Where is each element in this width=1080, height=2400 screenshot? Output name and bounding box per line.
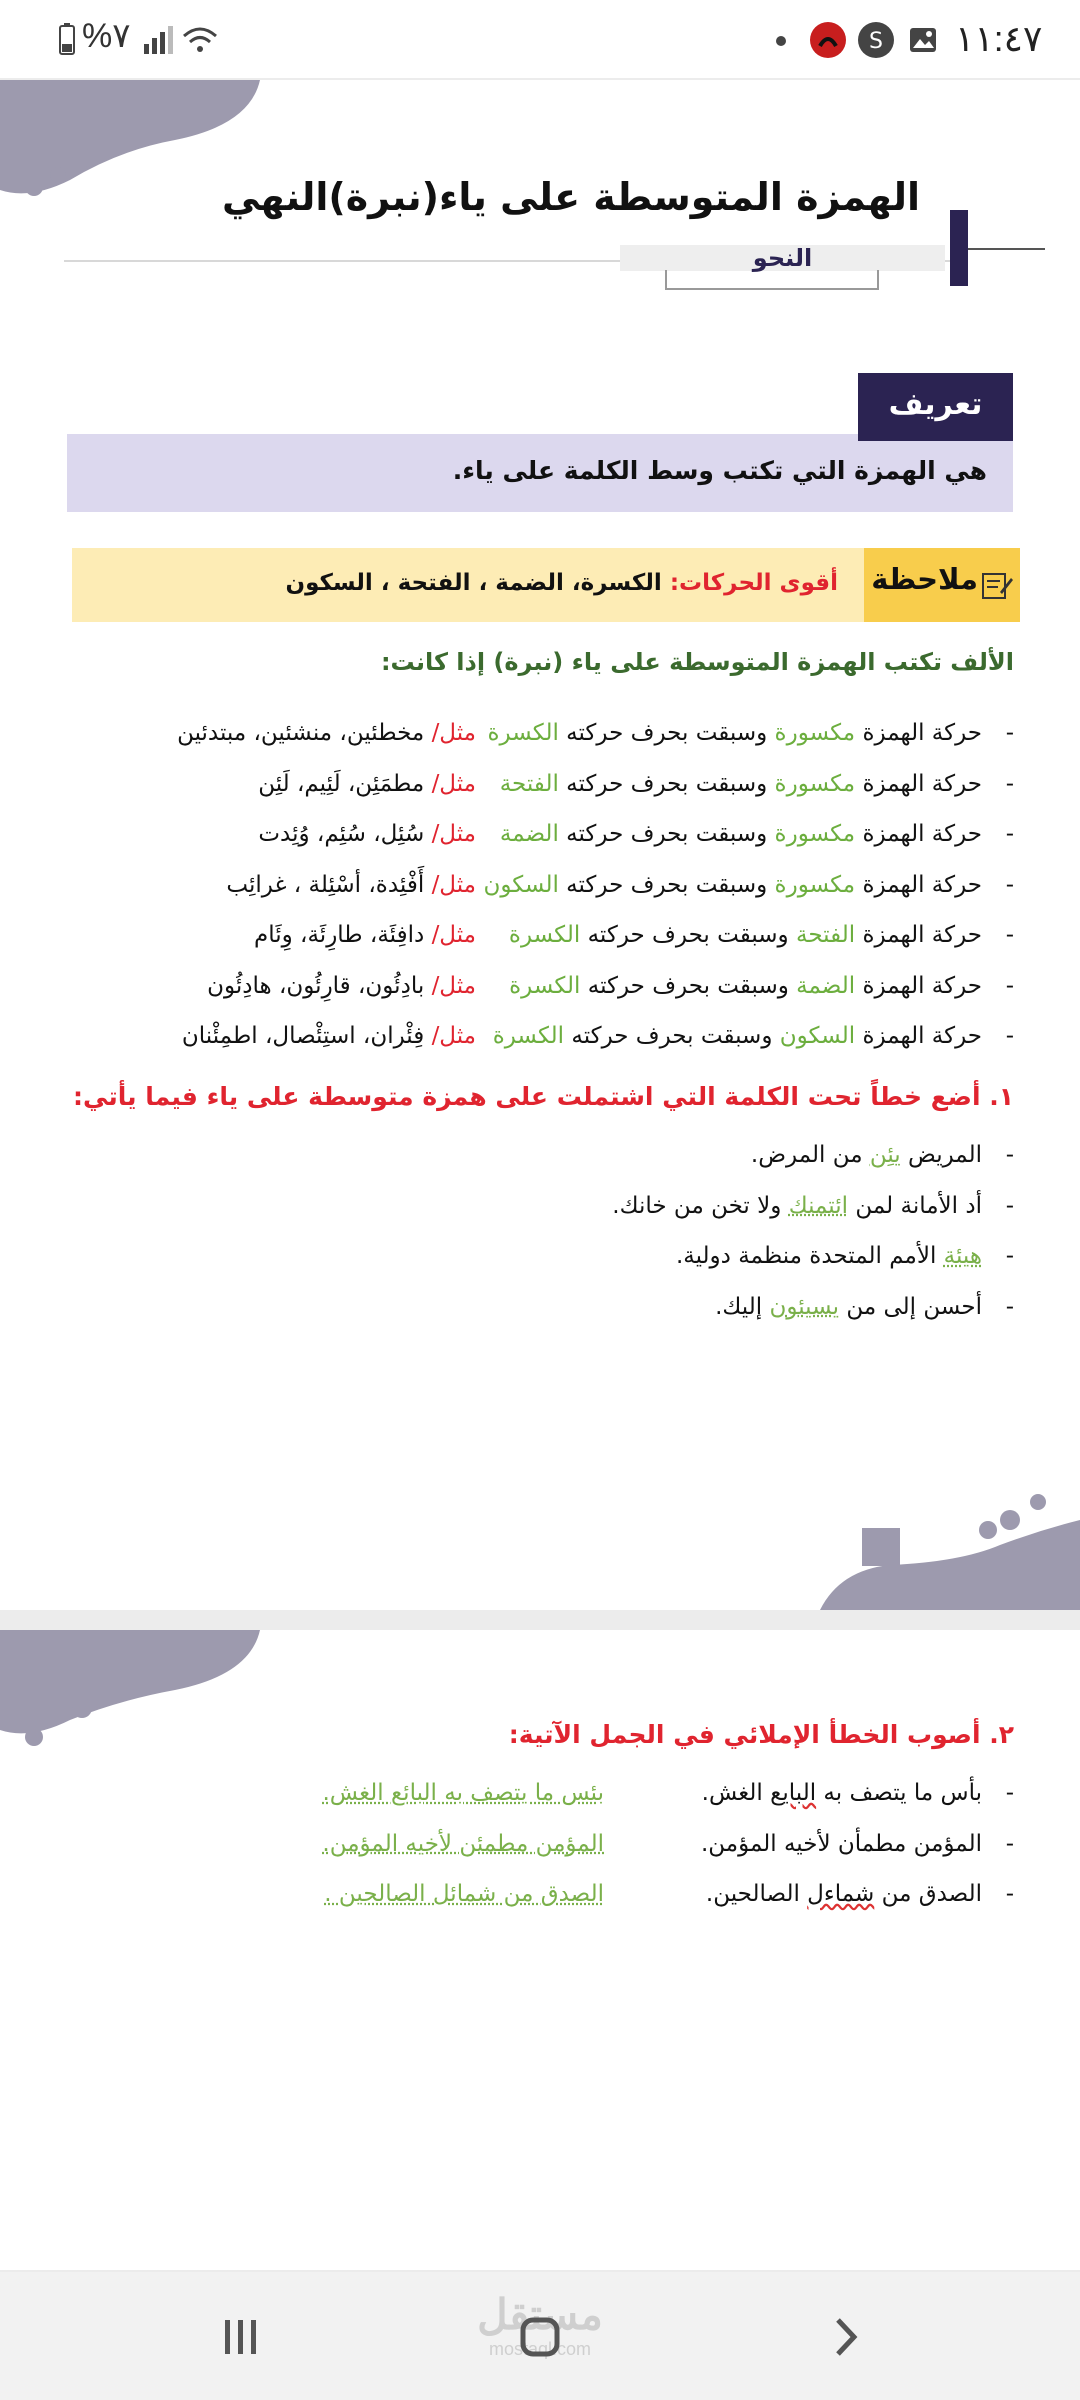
- battery-percent: %٧: [82, 17, 131, 55]
- header-accent-bar: [950, 210, 968, 286]
- example-words: أَفْئِدة، أسْئِلة ، غرائِب: [226, 871, 425, 898]
- definition-text: هي الهمزة التي تكتب وسط الكلمة على ياء.: [452, 456, 987, 485]
- rule-highlight: الضمة: [499, 821, 559, 847]
- rules-intro: الألف تكتب الهمزة المتوسطة على ياء (نبرة) إذا كانت:: [380, 648, 1014, 676]
- rule-item: [64, 973, 1014, 1013]
- bullet: -: [1005, 871, 1014, 898]
- sentence-text: [701, 1831, 982, 1857]
- hamza-word: ائتمنك: [788, 1192, 849, 1219]
- note-label: ملاحظة: [871, 562, 978, 596]
- rule-highlight: الضمة: [796, 972, 856, 999]
- rule-part: حركة الهمزة: [862, 821, 982, 847]
- rule-highlight: الكسرة: [492, 1023, 565, 1049]
- home-button[interactable]: [505, 2302, 575, 2372]
- bullet: -: [1005, 720, 1014, 746]
- rule-highlight: مكسورة: [774, 821, 856, 847]
- sentence-part: الأمم المتحدة منظمة دولية.: [675, 1243, 937, 1269]
- corrected-answer: بئس ما يتصف به البائع الغش.: [322, 1780, 604, 1806]
- sentence-text: [751, 1142, 982, 1168]
- bullet: -: [1005, 972, 1014, 999]
- sentence-text: [706, 1881, 982, 1907]
- document-page-1[interactable]: [0, 80, 1080, 1610]
- bullet: -: [1005, 1243, 1014, 1269]
- sentence-part: إليك.: [715, 1293, 763, 1320]
- rule-highlight: الفتحة: [499, 770, 559, 797]
- corrected-answer: المؤمن مطمئن لأخيه المؤمن.: [322, 1830, 604, 1857]
- rule-item: [64, 720, 1014, 760]
- call-icon: [810, 22, 846, 58]
- clock: ١١:٤٧: [955, 18, 1043, 59]
- back-button[interactable]: [810, 2302, 880, 2372]
- recent-apps-icon: [205, 2302, 275, 2372]
- rule-highlight: مكسورة: [774, 770, 856, 797]
- sentence-part: أد الأمانة لمن: [855, 1192, 982, 1219]
- rule-part: وسبقت بحرف حركته: [571, 1023, 773, 1049]
- rule-part: وسبقت بحرف حركته: [587, 922, 789, 948]
- rule-part: وسبقت بحرف حركته: [566, 871, 768, 898]
- sentence-part: ولا تخن من خانك.: [612, 1192, 782, 1219]
- rule-example: [177, 720, 476, 746]
- sentence-text: [676, 1243, 982, 1269]
- definition-box: [67, 434, 1013, 512]
- corrected-answer: الصدق من شمائل الصالحين .: [324, 1881, 604, 1907]
- status-bar: [0, 0, 1080, 78]
- hamza-word: يئِن: [869, 1142, 901, 1168]
- bullet: -: [1005, 1881, 1014, 1907]
- bullet: -: [1005, 770, 1014, 797]
- example-label: مثل/: [431, 720, 476, 746]
- back-chevron-icon: [810, 2302, 880, 2372]
- example-label: مثل/: [431, 1023, 476, 1049]
- sentence-part: الصدق من: [881, 1881, 982, 1907]
- wifi-icon: [180, 22, 216, 58]
- bullet: -: [1005, 1023, 1014, 1049]
- rule-item: [64, 1023, 1014, 1063]
- gallery-icon: [905, 22, 941, 58]
- corner-blob-bottom-decoration: [810, 1490, 1080, 1610]
- note-box: [72, 548, 1020, 622]
- sentence-item: [64, 1294, 1014, 1334]
- example-label: مثل/: [431, 922, 476, 948]
- rule-item: [64, 771, 1014, 811]
- question-1-title: ١. أضع خطاً تحت الكلمة التي اشتملت على همزة متوسطة على ياء فيما يأتي:: [73, 1082, 1014, 1111]
- sentence-part: أحسن إلى من: [846, 1293, 982, 1320]
- recent-apps-button[interactable]: [205, 2302, 275, 2372]
- subject-underline: [665, 270, 879, 290]
- rule-example: [207, 973, 476, 999]
- correction-item: [64, 1780, 1014, 1820]
- sentence-part: المؤمن مطمأن لأخيه المؤمن.: [700, 1830, 982, 1857]
- rule-part: حركة الهمزة: [862, 720, 982, 746]
- rule-part: وسبقت بحرف حركته: [566, 821, 768, 847]
- sentence-part: المريض: [908, 1142, 982, 1168]
- rule-example: [258, 821, 476, 847]
- rule-example: [182, 1023, 476, 1049]
- example-words: سُئِل، سُئِم، وُئِدت: [258, 821, 425, 847]
- rule-item: [64, 821, 1014, 861]
- hamza-word: هيئة: [943, 1243, 982, 1269]
- sentence-text: [612, 1193, 982, 1219]
- rule-text: [509, 973, 982, 999]
- sentence-text: [715, 1294, 982, 1320]
- corner-blob-top-decoration-2: [0, 1630, 270, 1750]
- sentence-item: [64, 1243, 1014, 1283]
- example-words: بادِئُون، قارِئُون، هادِئُون: [207, 972, 425, 999]
- example-label: مثل/: [431, 821, 476, 847]
- sentence-text: [702, 1780, 982, 1806]
- correction-item: [64, 1881, 1014, 1921]
- misspelled-word: البايع: [770, 1780, 817, 1806]
- note-pencil-icon: [980, 568, 1014, 602]
- rule-part: حركة الهمزة: [862, 1023, 982, 1049]
- sentence-part: الغش.: [701, 1780, 763, 1806]
- signal-icon: [140, 22, 176, 58]
- notification-dot: [776, 36, 786, 46]
- rule-part: وسبقت بحرف حركته: [566, 770, 768, 797]
- note-content: الكسرة، الضمة ، الفتحة ، السكون: [285, 570, 662, 596]
- example-words: فِئْران، استِئْصال، اطمِئْنان: [181, 1023, 425, 1049]
- sentence-part: من المرض.: [750, 1142, 863, 1168]
- bullet: -: [1005, 1780, 1014, 1806]
- rule-item: [64, 872, 1014, 912]
- watermark-en: mostaql.com: [488, 2339, 592, 2359]
- correction-item: [64, 1831, 1014, 1871]
- page-title: الهمزة المتوسطة على ياء(نبرة)النهي: [222, 175, 920, 219]
- question-2-title: ٢. أصوب الخطأ الإملائي في الجمل الآتية:: [508, 1720, 1014, 1749]
- rule-highlight: الفتحة: [795, 922, 856, 948]
- note-tag: [864, 548, 1020, 622]
- example-words: دافِئَة، طارِئَة، وِئَام: [253, 922, 425, 948]
- rule-part: حركة الهمزة: [862, 922, 982, 948]
- example-label: مثل/: [431, 871, 476, 898]
- header-divider-right: [965, 248, 1045, 250]
- sync-icon: [858, 22, 894, 58]
- watermark-ar: مستقل: [477, 2291, 603, 2338]
- sentence-part: بأس ما يتصف به: [823, 1780, 982, 1806]
- document-page-2[interactable]: [0, 1630, 1080, 2270]
- example-words: مخطئين، منشئين، مبتدئين: [177, 720, 425, 746]
- example-label: مثل/: [431, 972, 476, 999]
- hamza-word: يسيئون: [769, 1293, 840, 1320]
- rule-example: [258, 771, 476, 797]
- rule-highlight: مكسورة: [774, 720, 856, 746]
- sentence-item: [64, 1142, 1014, 1182]
- rule-text: [500, 771, 982, 797]
- rule-part: حركة الهمزة: [862, 770, 982, 797]
- definition-tag: تعريف: [858, 373, 1013, 441]
- subject-label: النحو: [620, 245, 945, 271]
- bullet: -: [1005, 1192, 1014, 1219]
- rule-part: حركة الهمزة: [862, 871, 982, 898]
- rule-highlight: الكسرة: [487, 720, 559, 746]
- bullet: -: [1005, 1830, 1014, 1857]
- rule-highlight: السكون: [483, 871, 559, 898]
- rule-part: وسبقت بحرف حركته: [587, 972, 789, 999]
- rule-part: حركة الهمزة: [862, 972, 982, 999]
- rule-text: [483, 872, 982, 898]
- rule-highlight: مكسورة: [774, 871, 856, 898]
- rule-text: [493, 1023, 982, 1049]
- rule-text: [487, 720, 982, 746]
- misspelled-word: شماءل: [807, 1881, 875, 1907]
- rule-text: [500, 821, 982, 847]
- rule-highlight: الكسرة: [509, 972, 581, 999]
- bullet: -: [1005, 1293, 1014, 1320]
- rule-highlight: الكسرة: [508, 922, 581, 948]
- rule-item: [64, 922, 1014, 962]
- rule-example: [254, 922, 476, 948]
- sentence-part: الصالحين.: [705, 1881, 800, 1907]
- bullet: -: [1005, 1142, 1014, 1168]
- rule-part: وسبقت بحرف حركته: [566, 720, 768, 746]
- note-prefix: أقوى الحركات:: [669, 570, 838, 596]
- svg-text:S: S: [869, 29, 883, 54]
- bullet: -: [1005, 922, 1014, 948]
- bullet: -: [1005, 821, 1014, 847]
- rule-highlight: السكون: [779, 1023, 856, 1049]
- rule-text: [509, 922, 982, 948]
- example-label: مثل/: [431, 770, 476, 797]
- note-text: [285, 570, 838, 596]
- home-icon: [505, 2302, 575, 2372]
- example-words: مطمَئِن، لَئِيم، لَئِن: [258, 770, 425, 797]
- navigation-bar: [0, 2272, 1080, 2400]
- sentence-item: [64, 1193, 1014, 1233]
- battery-icon: [55, 22, 91, 58]
- rule-example: [226, 872, 476, 898]
